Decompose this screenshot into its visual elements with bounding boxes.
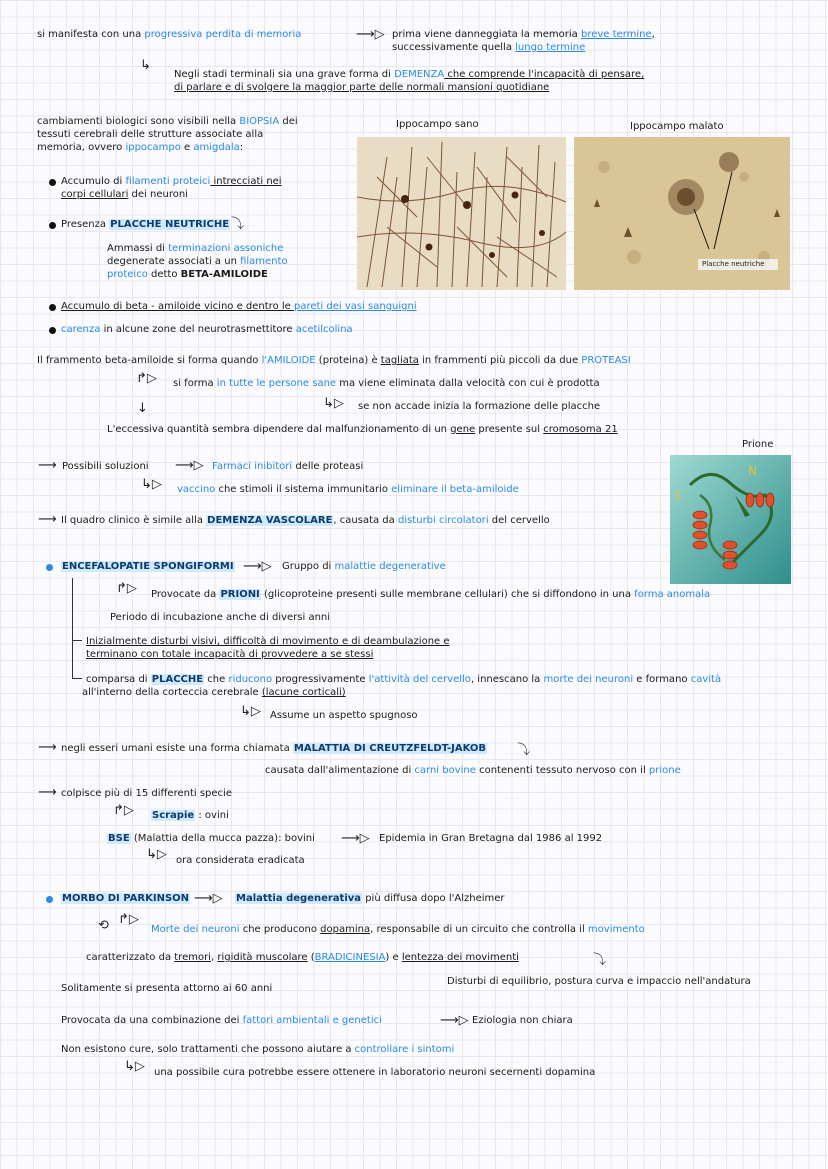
prion-structure-image — [670, 455, 791, 584]
arrow-right-icon: ⟶ — [38, 512, 57, 527]
cjd-cause-line: causata dall'alimentazione di carni bovine contenenti tessuto nervoso con il prione — [265, 765, 681, 776]
memory-loss-line: si manifesta con una progressiva perdita di memoria — [37, 29, 302, 40]
symptoms-parkinson-line: caratterizzato da tremori, rigidità muscolare (BRADICINESIA) e lentezza dei movimenti — [86, 952, 519, 963]
possible-cure-line: una possibile cura potrebbe essere ottenere in laboratorio neuroni secernenti dopamina — [154, 1067, 596, 1078]
healthy-hippocampus-caption: Ippocampo sano — [396, 119, 479, 130]
arrow-right-icon: ⟶▷ — [194, 891, 223, 906]
vaccine-line: vaccino che stimoli il sistema immunitario eliminare il beta-amiloide — [177, 484, 519, 495]
plaques-line: Presenza PLACCHE NEUTRICHE — [61, 219, 230, 230]
cjd-line: negli esseri umani esiste una forma chiamata MALATTIA DI CREUTZFELDT-JAKOB — [61, 743, 487, 754]
arrow-turn-icon: ↳▷ — [146, 847, 167, 862]
arrow-turn-icon: ↳▷ — [124, 1059, 145, 1074]
tree-branch — [72, 678, 82, 679]
clinical-picture-line: Il quadro clinico è simile alla DEMENZA VASCOLARE, causata da disturbi circolatori del cervello — [61, 515, 550, 526]
parkinson-desc: Malattia degenerativa più diffusa dopo l'Alzheimer — [236, 893, 505, 904]
arrow-turn-icon: ↳▷ — [323, 396, 344, 411]
fragment-line: Il frammento beta-amiloide si forma quando l'AMILOIDE (proteina) è tagliata in frammenti più piccoli da due PROTEASI — [37, 355, 631, 366]
degenerative-group-line: Gruppo di malattie degenerative — [282, 561, 446, 572]
no-cure-line: Non esistono cure, solo trattamenti che possono aiutare a controllare i sintomi — [61, 1044, 455, 1055]
parkinson-heading: MORBO DI PARKINSON — [62, 893, 190, 904]
age-onset-line: Solitamente si presenta attorno ai 60 anni — [61, 983, 273, 994]
arrow-turn-icon: ↳ — [140, 58, 151, 73]
prion-caption: Prione — [742, 439, 774, 450]
bullet-dot — [49, 222, 56, 229]
arrow-right-icon: ⟶▷ — [356, 27, 385, 42]
biopsy-line-1: cambiamenti biologici sono visibili nella BIOPSIA dei — [37, 116, 298, 127]
bullet-dot — [49, 179, 56, 186]
symptoms-line-2: terminano con totale incapacità di provvedere a se stessi — [86, 649, 374, 660]
arrow-branch-icon: ↱▷ — [116, 581, 137, 596]
sick-hippocampus-caption: Ippocampo malato — [630, 121, 724, 132]
balance-line: Disturbi di equilibrio, postura curva e impaccio nell'andatura — [447, 976, 751, 987]
vessel-line: Accumulo di beta - amiloide vicino e dentro le pareti dei vasi sanguigni — [61, 301, 417, 312]
protein-filaments-line: Accumulo di filamenti proteici intrecciati nei — [61, 176, 282, 187]
bullet-dot-blue — [46, 896, 53, 903]
plaques-desc-3: proteico detto BETA-AMILOIDE — [107, 269, 268, 280]
etiology-line: Eziologia non chiara — [472, 1015, 573, 1026]
fragment-sub-2: se non accade inizia la formazione delle placche — [358, 401, 601, 412]
bullet-dot-blue — [46, 564, 53, 571]
arrow-down-icon: ⟲ — [98, 918, 109, 933]
dementia-line: Negli stadi terminali sia una grave forma di DEMENZA che comprende l'incapacità di pensare, — [174, 69, 645, 80]
arrow-branch-icon: ↱▷ — [113, 803, 134, 818]
arrow-right-icon: ⟶ — [38, 458, 57, 473]
arrow-turn-down-icon: ⤵ — [517, 743, 531, 758]
plaques-desc-2: degenerate associati a un filamento — [107, 256, 288, 267]
arrow-right-icon: ⟶▷ — [243, 559, 272, 574]
arrow-turn-icon: ↳▷ — [240, 704, 261, 719]
dopamine-line: Morte dei neuroni che producono dopamina, responsabile di un circuito che controlla il movimento — [151, 924, 645, 935]
epidemic-line: Epidemia in Gran Bretagna dal 1986 al 1992 — [379, 833, 603, 844]
tree-branch — [72, 640, 82, 641]
eradicated-line: ora considerata eradicata — [176, 855, 305, 866]
healthy-hippocampus-image — [357, 137, 566, 290]
biopsy-line-2: tessuti cerebrali delle strutture associate alla — [37, 129, 264, 140]
plaques-effect-line-1: comparsa di PLACCHE che riducono progressivamente l'attività del cervello, innescano la morte dei neuroni e formano cavità — [86, 674, 722, 685]
arrow-right-icon: ⟶▷ — [341, 831, 370, 846]
prions-cause-line: Provocate da PRIONI (glicoproteine presenti sulle membrane cellulari) che si diffondono in una forma anomala — [151, 589, 711, 600]
fragment-sub-1: si forma in tutte le persone sane ma viene eliminata dalla velocità con cui è prodotta — [173, 378, 600, 389]
fragment-sub-3: L'eccessiva quantità sembra dipendere dal malfunzionamento di un gene presente sul cromosoma 21 — [107, 424, 618, 435]
arrow-branch-icon: ↱▷ — [136, 371, 157, 386]
dementia-line-2: di parlare e di svolgere la maggior parte delle normali mansioni quotidiane — [174, 82, 550, 93]
bullet-dot — [49, 304, 56, 311]
symptoms-line-1: Inizialmente disturbi visivi, difficoltà di movimento e di deambulazione e — [86, 636, 450, 647]
arrow-branch-icon: ↱▷ — [118, 912, 139, 927]
arrow-down-icon: ↓ — [137, 401, 148, 416]
prion-c-label: C — [675, 489, 684, 503]
causes-line: Provocata da una combinazione dei fattori ambientali e genetici — [61, 1015, 382, 1026]
arrow-right-icon: ⟶▷ — [440, 1013, 469, 1028]
plaques-effect-line-2: all'interno della corteccia cerebrale (lacune corticali) — [82, 687, 346, 698]
arrow-turn-down-icon: ⤵ — [231, 217, 245, 232]
protein-filaments-line-2: corpi cellulari dei neuroni — [61, 189, 188, 200]
memory-damage-line-2: successivamente quella lungo termine — [392, 42, 586, 53]
prion-n-label: N — [748, 464, 757, 478]
spongy-line: Assume un aspetto spugnoso — [270, 710, 418, 721]
biopsy-line-3: memoria, ovvero ippocampo e amigdala: — [37, 142, 244, 153]
encephalopathy-heading: ENCEFALOPATIE SPONGIFORMI — [62, 561, 234, 572]
scrapie-line: Scrapie : ovini — [152, 810, 229, 821]
solutions-line: Possibili soluzioni — [62, 461, 149, 472]
bullet-dot — [49, 327, 56, 334]
plaques-desc-1: Ammassi di terminazioni assoniche — [107, 243, 284, 254]
arrow-right-icon: ⟶▷ — [175, 458, 204, 473]
memory-damage-line: prima viene danneggiata la memoria breve termine, — [392, 29, 655, 40]
tree-line — [72, 578, 73, 678]
acetylcholine-line: carenza in alcune zone del neurotrasmettitore acetilcolina — [61, 324, 353, 335]
bse-line: BSE (Malattia della mucca pazza): bovini — [108, 833, 315, 844]
species-line: colpisce più di 15 differenti specie — [61, 788, 232, 799]
inhibitors-line: Farmaci inibitori delle proteasi — [212, 461, 364, 472]
arrow-turn-icon: ↳▷ — [141, 477, 162, 492]
arrow-right-icon: ⟶ — [38, 740, 57, 755]
arrow-turn-down-icon: ⤵ — [593, 953, 607, 968]
incubation-line: Periodo di incubazione anche di diversi anni — [110, 612, 331, 623]
plaques-label: Placche neutriche — [702, 260, 765, 268]
arrow-right-icon: ⟶ — [38, 785, 57, 800]
